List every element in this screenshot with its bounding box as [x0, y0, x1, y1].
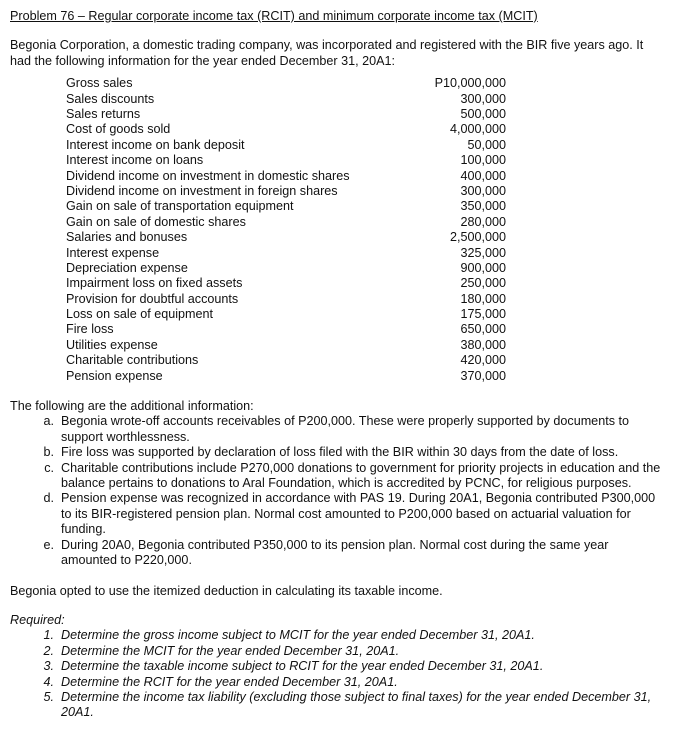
financial-row: [66, 215, 506, 230]
document-page: [10, 9, 674, 721]
financial-row: [66, 230, 506, 245]
financial-amount: 370,000: [460, 368, 506, 383]
financial-row: [66, 338, 506, 353]
financial-label: Depreciation expense: [66, 260, 188, 275]
financial-label: Sales returns: [66, 107, 141, 121]
financial-row: [66, 322, 506, 337]
financial-label: Pension expense: [66, 368, 163, 383]
financial-row: [66, 169, 506, 184]
required-item: [10, 628, 674, 643]
financial-row: [66, 184, 506, 199]
financial-row: [66, 307, 506, 322]
additional-info-item-text: Begonia wrote-off accounts receivables of P200,000. These were properly supported by documents to support worthlessness.: [61, 414, 629, 444]
financial-row: [66, 107, 506, 122]
required-item: [10, 690, 674, 721]
financial-amount: 4,000,000: [449, 122, 506, 137]
additional-info-item-marker: d.: [43, 491, 54, 506]
deduction-option-text: Begonia opted to use the itemized deduction in calculating its taxable income.: [10, 583, 443, 598]
required-item-marker: 5.: [43, 689, 54, 704]
additional-info-item-marker: e.: [43, 537, 54, 552]
additional-info-item-text: Charitable contributions include P270,000 donations to government for priority projects in education and the balance pertains to donations to Aral Foundation, which is accredited by PCNC, for religious purposes.: [61, 460, 661, 491]
financial-amount: 175,000: [460, 307, 506, 322]
financial-amount: 300,000: [460, 91, 506, 106]
financial-amount: 350,000: [460, 199, 506, 214]
required-item-text: Determine the MCIT for the year ended December 31, 20A1.: [61, 643, 400, 658]
financial-amount: 500,000: [460, 107, 506, 121]
financial-row: [66, 246, 506, 261]
financial-amount: 250,000: [460, 276, 506, 291]
financial-label: Impairment loss on fixed assets: [66, 276, 243, 291]
financial-label: Gain on sale of transportation equipment: [66, 199, 294, 214]
financial-label: Interest income on loans: [66, 153, 204, 168]
required-item: [10, 675, 674, 690]
financial-amount: 300,000: [460, 183, 506, 198]
additional-info-item-text: Fire loss was supported by declaration of loss filed with the BIR within 30 days from the date of loss.: [61, 445, 619, 460]
financial-label: Cost of goods sold: [66, 122, 171, 137]
financial-amount: 100,000: [460, 153, 506, 168]
financial-amount: 50,000: [467, 137, 506, 152]
additional-info-item-marker: a.: [43, 414, 54, 429]
financial-row: [66, 276, 506, 291]
additional-info-item-marker: b.: [43, 445, 54, 460]
financial-label: Dividend income on investment in domestic shares: [66, 168, 350, 183]
financial-label: Salaries and bonuses: [66, 230, 188, 245]
financial-row: [66, 76, 506, 91]
additional-info-heading: The following are the additional information:: [10, 399, 254, 414]
financial-label: Interest expense: [66, 245, 160, 260]
financial-label: Dividend income on investment in foreign shares: [66, 183, 338, 198]
financial-row: [66, 292, 506, 307]
financial-amount: 400,000: [460, 168, 506, 183]
financial-label: Fire loss: [66, 322, 114, 337]
financial-label: Gross sales: [66, 76, 133, 91]
required-item-text: Determine the income tax liability (excluding those subject to final taxes) for the year ended December 31, 20A1.: [61, 689, 652, 720]
intro-paragraph: Begonia Corporation, a domestic trading company, was incorporated and registered with the BIR five years ago. It had the following information for the year ended December 31, 20A1:: [10, 38, 644, 68]
financial-amount: 650,000: [460, 322, 506, 337]
required-item-text: Determine the RCIT for the year ended December 31, 20A1.: [61, 674, 398, 689]
required-item-marker: 1.: [43, 628, 54, 643]
required-item-text: Determine the taxable income subject to RCIT for the year ended December 31, 20A1.: [61, 659, 544, 674]
required-item: [10, 644, 674, 659]
financial-label: Provision for doubtful accounts: [66, 291, 239, 306]
financial-amount: 325,000: [460, 245, 506, 260]
financial-row: [66, 92, 506, 107]
financial-row: [66, 199, 506, 214]
additional-info-item: [10, 414, 674, 445]
required-item: [10, 659, 674, 674]
financial-amount: 180,000: [460, 291, 506, 306]
additional-info-item-text: Pension expense was recognized in accordance with PAS 19. During 20A1, Begonia contributed P300,000 to its BIR-registered pension plan. Normal cost amounted to P200,000 based on actuarial valuation for funding.: [61, 491, 656, 537]
financial-row: [66, 138, 506, 153]
financial-amount: 900,000: [460, 260, 506, 275]
financial-amount: P10,000,000: [434, 76, 506, 91]
financial-label: Sales discounts: [66, 91, 155, 106]
financial-row: [66, 261, 506, 276]
additional-info-item-text: During 20A0, Begonia contributed P350,000 to its pension plan. Normal cost during the same year amounted to P220,000.: [61, 537, 609, 568]
financial-amount: 420,000: [460, 353, 506, 368]
additional-info-item-marker: c.: [44, 460, 54, 475]
financial-label: Interest income on bank deposit: [66, 137, 245, 152]
additional-info-item: [10, 445, 674, 460]
additional-info-item: [10, 491, 674, 537]
financial-amount: 280,000: [460, 214, 506, 229]
financial-label: Loss on sale of equipment: [66, 307, 214, 322]
required-list: [10, 628, 674, 720]
financial-label: Charitable contributions: [66, 353, 199, 368]
required-item-marker: 3.: [43, 659, 54, 674]
financial-row: [66, 353, 506, 368]
financial-label: Utilities expense: [66, 337, 158, 352]
financial-row: [66, 153, 506, 168]
additional-info-item: [10, 538, 674, 569]
required-item-marker: 4.: [43, 674, 54, 689]
financial-label: Gain on sale of domestic shares: [66, 214, 246, 229]
required-heading: Required:: [10, 612, 65, 627]
additional-info-list: [10, 414, 674, 568]
financial-row: [66, 369, 506, 384]
financial-table: [66, 76, 506, 384]
financial-row: [66, 122, 506, 137]
required-item-marker: 2.: [43, 643, 54, 658]
problem-title: Problem 76 – Regular corporate income tax (RCIT) and minimum corporate income tax (MCIT): [10, 9, 538, 23]
financial-amount: 2,500,000: [449, 230, 506, 245]
additional-info-item: [10, 461, 674, 492]
financial-amount: 380,000: [460, 337, 506, 352]
required-item-text: Determine the gross income subject to MCIT for the year ended December 31, 20A1.: [61, 628, 535, 643]
